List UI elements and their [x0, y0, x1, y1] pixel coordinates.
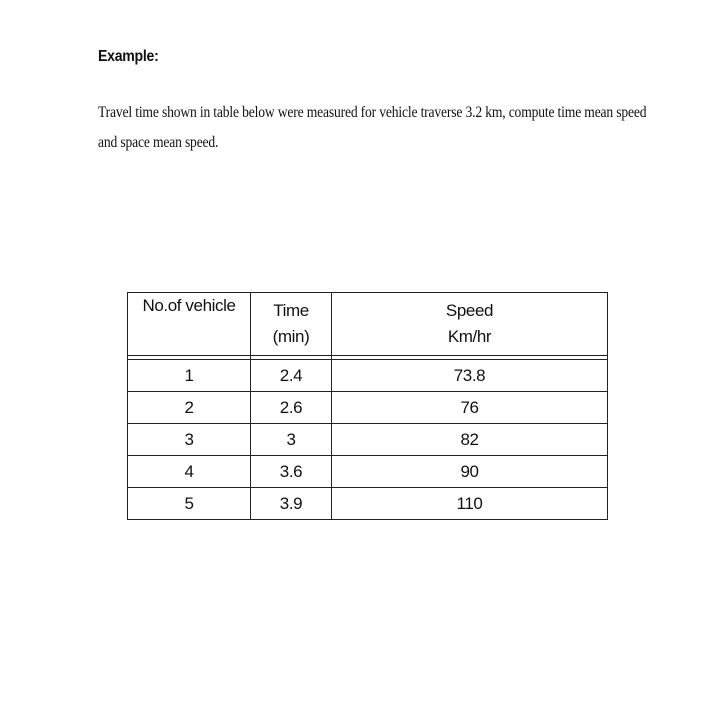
time-cell: 3.9 [251, 488, 332, 520]
speed-cell: 90 [332, 456, 608, 488]
header-speed-unit: Km/hr [447, 327, 492, 346]
time-cell: 3 [251, 424, 332, 456]
speed-cell: 73.8 [332, 360, 608, 392]
travel-time-table [127, 292, 608, 520]
time-cell: 3.6 [251, 456, 332, 488]
problem-statement-line-2: and space mean speed. [98, 134, 219, 151]
table-row [128, 392, 608, 424]
speed-cell: 76 [332, 392, 608, 424]
header-vehicle-label: No.of vehicle [142, 296, 236, 315]
problem-statement-line-1: Travel time shown in table below were measured for vehicle traverse 3.2 km, compute time mean speed [98, 104, 647, 121]
table-header-row [128, 293, 608, 356]
header-vehicle [128, 293, 251, 356]
table-row [128, 488, 608, 520]
header-time-unit: (min) [272, 327, 310, 346]
speed-cell: 110 [332, 488, 608, 520]
vehicle-cell: 1 [128, 360, 251, 392]
vehicle-cell: 2 [128, 392, 251, 424]
vehicle-cell: 3 [128, 424, 251, 456]
speed-cell: 82 [332, 424, 608, 456]
table-row [128, 360, 608, 392]
table-row [128, 456, 608, 488]
time-cell: 2.4 [251, 360, 332, 392]
header-speed-label: Speed [445, 301, 494, 320]
problem-statement [98, 98, 647, 158]
example-heading: Example: [98, 48, 159, 65]
header-time [251, 293, 332, 356]
vehicle-cell: 5 [128, 488, 251, 520]
header-speed [332, 293, 608, 356]
header-time-label: Time [273, 301, 309, 320]
vehicle-cell: 4 [128, 456, 251, 488]
time-cell: 2.6 [251, 392, 332, 424]
table-row [128, 424, 608, 456]
